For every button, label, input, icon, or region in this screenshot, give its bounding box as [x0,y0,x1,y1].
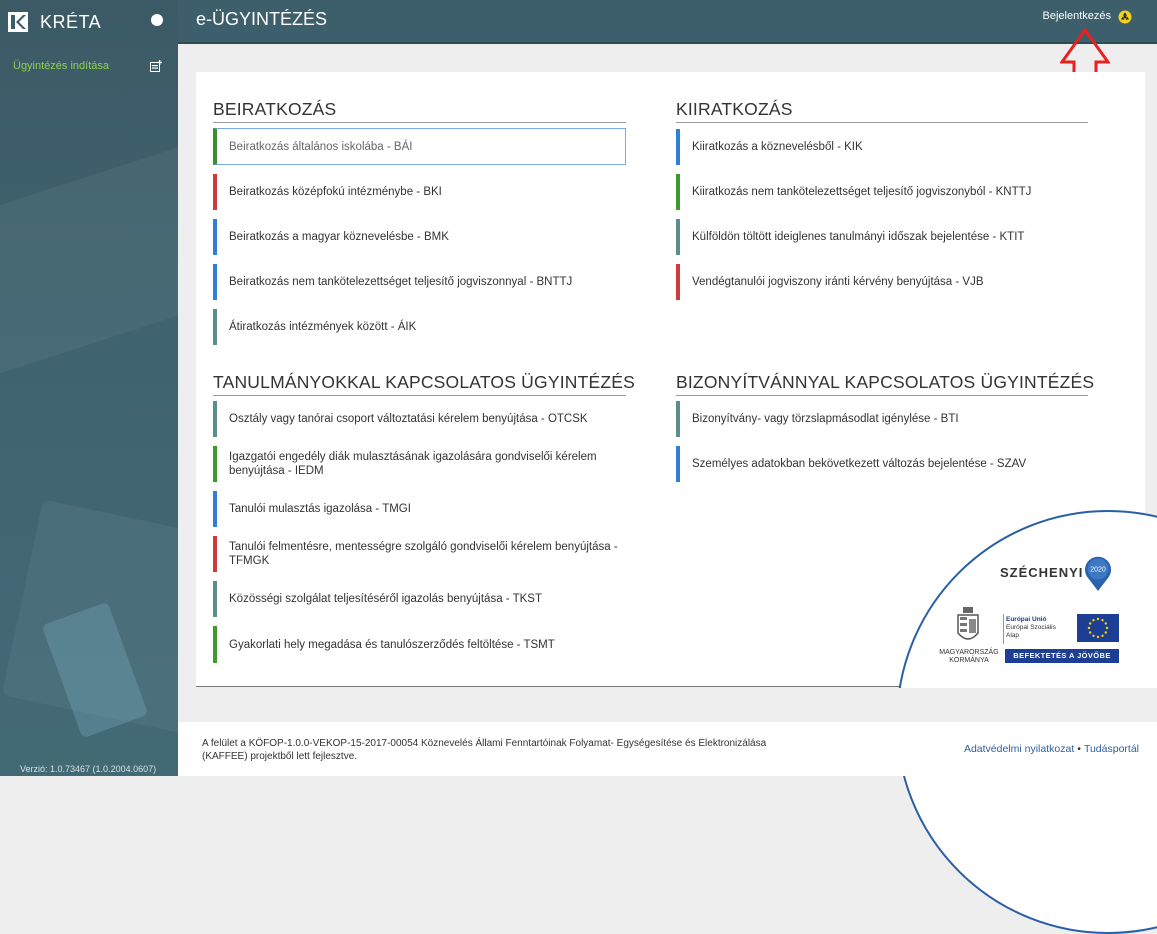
menu-item-knttj[interactable]: Kiiratkozás nem tankötelezettséget teljesítő jogviszonyból - KNTTJ [676,174,1088,210]
szechenyi-2020-pin-icon [1084,556,1112,592]
privacy-link[interactable]: Adatvédelmi nyilatkozat [963,743,1075,755]
footer-links [964,743,1139,755]
menu-item-tmgi[interactable]: Tanulói mulasztás igazolása - TMGI [213,491,626,527]
brand-name: KRÉTA [40,11,102,32]
sidebar [0,0,178,776]
login-status-icon[interactable] [1118,10,1132,24]
eu-line: Európai Szociális [1006,624,1056,631]
menu-item-tfmgk[interactable]: Tanulói felmentésre, mentességre szolgáló gondviselői kérelem benyújtása - TFMGK [213,536,626,572]
login-link[interactable]: Bejelentkezés [1042,10,1111,22]
menu-item-vjb[interactable]: Vendégtanulói jogviszony iránti kérvény benyújtása - VJB [676,264,1088,300]
section-title: BIZONYÍTVÁNNYAL KAPCSOLATOS ÜGYINTÉZÉS [676,372,1088,396]
menu-item-bti[interactable]: Bizonyítvány- vagy törzslapmásodlat igénylése - BTI [676,401,1088,437]
menu-item-kik[interactable]: Kiiratkozás a köznevelésből - KIK [676,129,1088,165]
menu-item-bnttj[interactable]: Beiratkozás nem tankötelezettséget teljesítő jogviszonnyal - BNTTJ [213,264,626,300]
eu-line: Európai Unió [1006,616,1047,623]
eu-label [1006,616,1056,640]
brand[interactable] [8,10,101,34]
menu-item-aik[interactable]: Átiratkozás intézmények között - ÁIK [213,309,626,345]
menu-item-ktit[interactable]: Külföldön töltött ideiglenes tanulmányi időszak bejelentése - KTIT [676,219,1088,255]
sidebar-toggle-button[interactable] [151,14,163,26]
version-label: Verzió: 1.0.73467 (1.0.2004.0607) [20,764,157,774]
eu-divider [1003,614,1004,644]
eu-slogan: BEFEKTETÉS A JÖVŐBE [1005,649,1119,663]
menu-item-tsmt[interactable]: Gyakorlati hely megadása és tanulószerződés feltöltése - TSMT [213,626,626,663]
footer-note: A felület a KÖFOP-1.0.0-VEKOP-15-2017-00054 Köznevelés Állami Fenntartóinak Folyamat- Egységesítése és Elektronizálása (KAFFEE) projektből lett fejlesztve. [202,738,767,762]
hungarian-crest-icon [955,607,981,647]
footer-separator: • [1077,743,1081,755]
section-tanulmanyok [213,372,635,396]
kreta-logo-icon [8,12,28,32]
government-line: KORMÁNYA [949,657,989,664]
section-title: BEIRATKOZÁS [213,99,626,123]
eu-flag-icon [1077,614,1119,642]
section-beiratkozas [213,99,626,123]
footer [178,722,1157,776]
government-line: MAGYARORSZÁG [939,649,999,656]
eu-line: Alap [1006,632,1020,639]
government-label [938,649,1000,665]
knowledge-portal-link[interactable]: Tudásportál [1083,743,1139,755]
sidebar-background-shape [0,144,178,377]
section-title: KIIRATKOZÁS [676,99,1088,123]
menu-item-otcsk[interactable]: Osztály vagy tanórai csoport változtatási kérelem benyújtása - OTCSK [213,401,626,437]
menu-item-bmk[interactable]: Beiratkozás a magyar köznevelésbe - BMK [213,219,626,255]
section-title: TANULMÁNYOKKAL KAPCSOLATOS ÜGYINTÉZÉS [213,372,626,396]
section-kiiratkozas [676,99,1088,123]
menu-item-bai[interactable]: Beiratkozás általános iskolába - BÁI [213,128,626,165]
header-bar [178,0,1157,44]
new-case-icon[interactable] [150,60,162,72]
szechenyi-year: 2020 [1090,566,1106,574]
menu-item-iedm[interactable]: Igazgatói engedély diák mulasztásának igazolására gondviselői kérelem benyújtása - IEDM [213,446,626,482]
menu-item-szav[interactable]: Személyes adatokban bekövetkezett változás bejelentése - SZAV [676,446,1088,482]
menu-item-bki[interactable]: Beiratkozás középfokú intézménybe - BKI [213,174,626,210]
menu-item-tkst[interactable]: Közösségi szolgálat teljesítéséről igazolás benyújtása - TKST [213,581,626,617]
page-title: e-ÜGYINTÉZÉS [196,9,328,29]
szechenyi-title: SZÉCHENYI [1000,565,1084,580]
section-bizonyitvany [676,372,1095,396]
new-case-link[interactable]: Ügyintézés indítása [13,60,109,72]
